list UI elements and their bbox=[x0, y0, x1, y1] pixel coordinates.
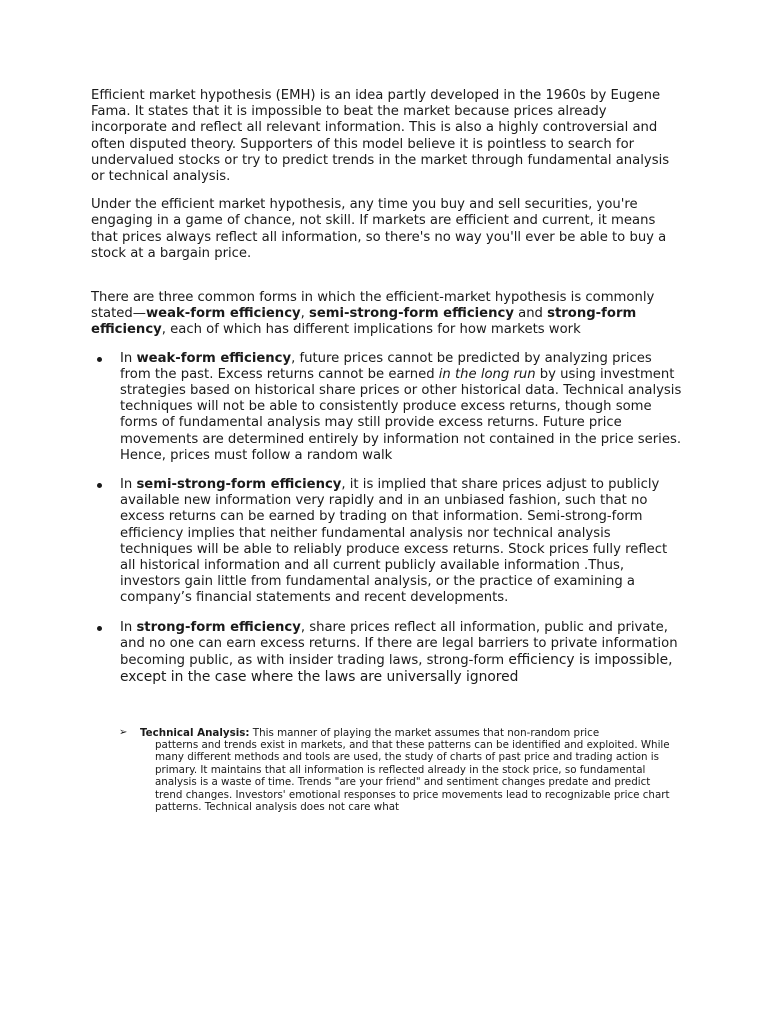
technical-analysis-block bbox=[119, 726, 680, 814]
forms-lead: There are three common forms in which the efficient-market hypothesis is commonly stated— bbox=[91, 290, 655, 322]
weak-pre: In bbox=[120, 350, 137, 366]
weak-emphasis: in the long run bbox=[438, 366, 536, 382]
three-forms-paragraph bbox=[91, 290, 682, 339]
strong-term: strong-form efficiency bbox=[136, 619, 301, 635]
efficiency-forms-list bbox=[91, 351, 682, 687]
semi-text-1: , it is implied that share prices adjust to publicly available new information very rapidly and in an unbiased fashion, such that no excess returns can be earned by trading on that information. Semi-strong-form efficiency implies that neither fundamental analysis nor technical analysis techniques will be able to reliably produce excess returns. Stock prices fully reflect all historical information and all current publicly available information .Thus, investors gain little from fundamental analysis, or the practice of examining a company’s financial statements and recent developments. bbox=[120, 477, 668, 606]
forms-sep-2: and bbox=[513, 306, 548, 322]
intro-paragraph: Efficient market hypothesis (EMH) is an idea partly developed in the 1960s by Eugene Fama. It states that it is impossible to beat the market because prices already incorporate and reflect all relevant information. This is also a highly controversial and often disputed theory. Supporters of this model believe it is pointless to search for undervalued stocks or try to predict trends in the market through fundamental analysis or technical analysis. bbox=[91, 88, 670, 185]
list-item-strong-form bbox=[120, 620, 682, 687]
technical-analysis-body: patterns and trends exist in markets, and that these patterns can be identified and exploited. While many different methods and tools are used, the study of charts of past price and trading action is primary. It maintains that all information is reflected already in the stock price, so fundamental analysis is a waste of time. Trends "are your friend" and sentiment changes predate and predict trend changes. Investors' emotional responses to price movements lead to recognizable price chart patterns. Technical analysis does not care what bbox=[155, 738, 670, 813]
technical-analysis-first-line bbox=[140, 727, 680, 739]
semi-term: semi-strong-form efficiency bbox=[136, 477, 342, 493]
forms-tail: , each of which has different implications for how markets work bbox=[161, 322, 581, 338]
strong-text-2: efficiency is impossible, except in the case where the laws are universally ignored bbox=[120, 652, 673, 686]
technical-analysis-first-text: This manner of playing the market assumes that non-random price bbox=[249, 726, 600, 739]
under-emh-paragraph: Under the efficient market hypothesis, any time you buy and sell securities, you're engaging in a game of chance, not skill. If markets are efficient and current, it means that prices always reflect all information, so there's no way you'll ever be able to buy a stock at a bargain price. bbox=[91, 197, 667, 261]
list-item-weak-form bbox=[120, 351, 682, 464]
forms-semi-term: semi-strong-form efficiency bbox=[309, 306, 514, 322]
weak-text-1: , future prices cannot be predicted by analyzing prices from the past. Excess returns cannot be earned bbox=[120, 350, 652, 382]
forms-strong-term: strong-form efficiency bbox=[91, 306, 637, 338]
strong-text-1: , share prices reflect all information, public and private, and no one can earn excess returns. If there are legal barriers to private information becoming public, as with insider trading laws, strong-form bbox=[120, 619, 678, 669]
weak-text-2: by using investment strategies based on historical share prices or other historical data. Technical analysis techniques will not be able to consistently produce excess returns, though some forms of fundamental analysis may still provide excess returns. Future price movements are determined entirely by information not contained in the price series. Hence, prices must follow a random walk bbox=[120, 366, 682, 463]
technical-analysis-heading: Technical Analysis: bbox=[140, 726, 250, 739]
forms-sep-1: , bbox=[300, 306, 309, 322]
arrow-bullet-icon: ➢ bbox=[119, 726, 128, 738]
forms-weak-term: weak-form efficiency bbox=[145, 306, 301, 322]
list-item-semi-strong-form bbox=[120, 477, 682, 607]
strong-pre: In bbox=[120, 619, 137, 635]
semi-pre: In bbox=[120, 477, 137, 493]
weak-term: weak-form efficiency bbox=[136, 350, 292, 366]
